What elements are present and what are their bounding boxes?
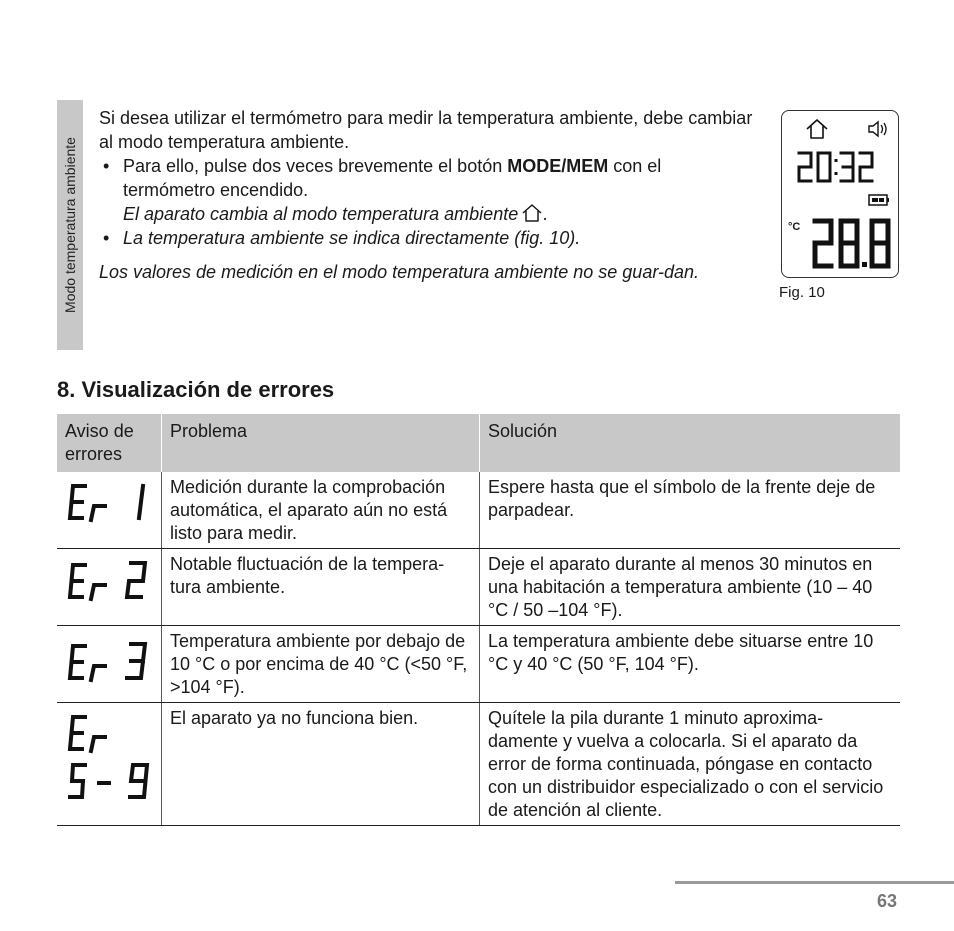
- intro-paragraph: Si desea utilizar el termómetro para medir la temperatura ambiente, debe cambiar al modo temperatura ambiente.: [99, 108, 753, 152]
- error-code-er3: [61, 630, 157, 690]
- page-number: 63: [876, 891, 897, 911]
- note-text: Los valores de medición en el modo temperatura ambiente no se guar-dan.: [99, 262, 700, 282]
- table-row: [57, 626, 900, 703]
- header-problem: Problema: [162, 414, 480, 472]
- error-code-cell: [57, 626, 162, 703]
- solution-cell: Quítele la pila durante 1 minuto aproxima-damente y vuelva a colocarla. Si el aparato da error de forma continuada, póngase en contacto con un distribuidor especializado o con el servicio de atención al cliente.: [480, 703, 901, 826]
- table-row: [57, 703, 900, 826]
- solution-cell: Espere hasta que el símbolo de la frente deje de parpadear.: [480, 472, 901, 549]
- problem-cell: Medición durante la comprobación automática, el aparato aún no está listo para medir.: [162, 472, 480, 549]
- thermometer-display: [781, 110, 899, 278]
- time-display: [796, 149, 874, 185]
- bullet-item: [99, 154, 754, 226]
- unit-label: °C: [788, 221, 801, 233]
- bullet-text-before: Para ello, pulse dos veces brevemente el botón: [123, 156, 508, 176]
- problem-cell: El aparato ya no funciona bien.: [162, 703, 480, 826]
- bullet-text-after: con el termómetro encendido.: [123, 156, 662, 200]
- solution-cell: Deje el aparato durante al menos 30 minutos en una habitación a temperatura ambiente (10 – 40 °C / 50 –104 °F).: [480, 549, 901, 626]
- mode-mem-label: MODE/MEM: [507, 156, 609, 176]
- figure-caption: Fig. 10: [779, 284, 825, 301]
- table-header-row: [57, 414, 900, 472]
- problem-cell: Notable fluctuación de la tempera-tura ambiente.: [162, 549, 480, 626]
- temperature-display: [810, 216, 894, 272]
- error-code-cell: [57, 549, 162, 626]
- error-code-er2: [61, 553, 157, 609]
- solution-cell: La temperatura ambiente debe situarse entre 10 °C y 40 °C (50 °F, 104 °F).: [480, 626, 901, 703]
- problem-cell: Temperatura ambiente por debajo de 10 °C o por encima de 40 °C (<50 °F, >104 °F).: [162, 626, 480, 703]
- section-title: 8. Visualización de errores: [57, 377, 335, 402]
- table-row: [57, 549, 900, 626]
- error-code-er5-9: [61, 707, 157, 813]
- error-code-er1: [61, 476, 157, 532]
- speaker-icon: [867, 119, 891, 139]
- side-tab-label: Modo temperatura ambiente: [62, 137, 78, 313]
- house-icon: [521, 203, 543, 223]
- bullet-result: El aparato cambia al modo temperatura ambiente .: [123, 204, 549, 224]
- header-error-code: Aviso de errores: [57, 414, 162, 472]
- side-tab: [57, 100, 83, 350]
- error-table: [57, 414, 900, 826]
- footer-rule: [675, 881, 954, 884]
- error-code-cell: [57, 472, 162, 549]
- table-row: [57, 472, 900, 549]
- battery-icon: [868, 194, 890, 206]
- error-code-cell: [57, 703, 162, 826]
- intro-text: [99, 106, 754, 284]
- header-solution: Solución: [480, 414, 901, 472]
- display-house-icon: [804, 117, 830, 141]
- bullet-item: • La temperatura ambiente se indica directamente (fig. 10).: [99, 226, 754, 250]
